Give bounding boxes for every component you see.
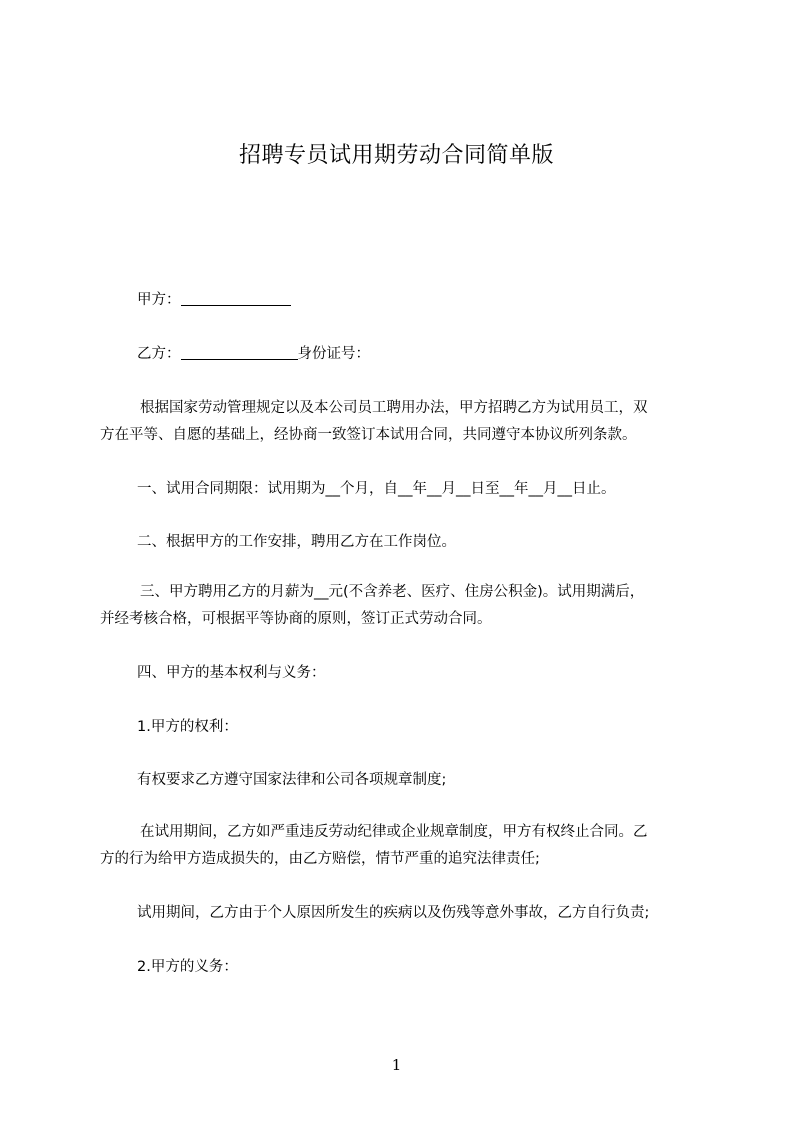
intro-line-1: 根据国家劳动管理规定以及本公司员工聘用办法，甲方招聘乙方为试用员工，双 — [140, 400, 648, 416]
party-a-label: 甲方： — [137, 292, 181, 308]
page-number: 1 — [391, 1056, 402, 1074]
right-item-3: 试用期间，乙方由于个人原因所发生的疾病以及伤残等意外事故，乙方自行负责; — [137, 905, 650, 921]
document-title: 招聘专员试用期劳动合同简单版 — [238, 143, 554, 168]
clause-4: 四、甲方的基本权利与义务： — [137, 665, 326, 681]
party-a-blank[interactable] — [181, 289, 291, 306]
clause-3-line-1: 三、甲方聘用乙方的月薪为__元(不含养老、医疗、住房公积金)。试用期满后， — [140, 584, 645, 600]
clause-1: 一、试用合同期限：试用期为__个月，自__年__月__日至__年__月__日止。 — [137, 481, 616, 497]
right-item-2 — [100, 819, 707, 873]
clause-2: 二、根据甲方的工作安排，聘用乙方在工作岗位。 — [137, 534, 456, 550]
intro-paragraph — [100, 395, 707, 449]
subheading-party-a-duties: 2.甲方的义务： — [137, 959, 238, 975]
party-b-label: 乙方： — [137, 346, 181, 362]
clause-3 — [100, 579, 707, 633]
id-number-label: 身份证号： — [297, 346, 370, 362]
right-item-2-line-2: 方的行为给甲方造成损失的，由乙方赔偿，情节严重的追究法律责任; — [100, 851, 540, 867]
right-item-2-line-1: 在试用期间，乙方如严重违反劳动纪律或企业规章制度，甲方有权终止合同。乙 — [140, 824, 648, 840]
subheading-party-a-rights: 1.甲方的权利： — [137, 719, 238, 735]
party-b-blank[interactable] — [181, 343, 298, 360]
party-a-line — [137, 287, 707, 314]
clause-3-line-2: 并经考核合格，可根据平等协商的原则，签订正式劳动合同。 — [100, 611, 492, 627]
intro-line-2: 方在平等、自愿的基础上，经协商一致签订本试用合同，共同遵守本协议所列条款。 — [100, 427, 637, 443]
party-b-line — [137, 341, 707, 368]
right-item-1: 有权要求乙方遵守国家法律和公司各项规章制度; — [137, 772, 447, 788]
